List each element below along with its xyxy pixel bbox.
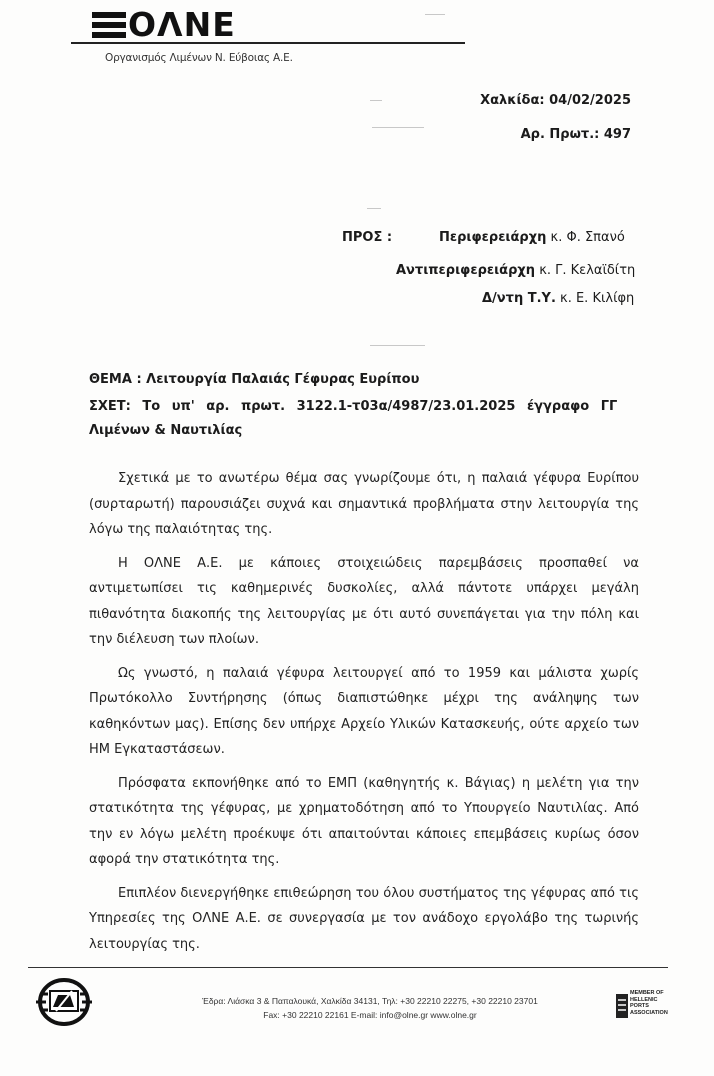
olne-logo-mark (92, 12, 126, 38)
header-divider (71, 42, 465, 44)
anchor-flag-icon (616, 994, 628, 1018)
member-badge-text (630, 990, 668, 1016)
hpa-member-badge (616, 990, 678, 1024)
footer-fax-email-web: Fax: +30 22210 22161 E-mail: info@olne.gr www.olne.gr (263, 1010, 477, 1020)
recipient-name: κ. Γ. Κελαϊδίτη (539, 263, 636, 278)
recipient-title: Δ/ντη Τ.Υ. (482, 291, 556, 306)
recipient-name: κ. Ε. Κιλίφη (560, 291, 635, 306)
body-paragraph: Επιπλέον διενεργήθηκε επιθεώρηση του όλου συστήματος της γέφυρας από τις Υπηρεσίες της ΟΛΝΕ Α.Ε. σε συνεργασία με τον ανάδοχο εργολάβο της τωρινής λειτουργίας της. (89, 885, 639, 952)
subject-line: ΘΕΜΑ : Λειτουργία Παλαιάς Γέφυρας Ευρίπου (89, 372, 420, 387)
recipient-title: Περιφερειάρχη (439, 230, 547, 245)
scan-mark (370, 345, 425, 346)
body-paragraph: Ως γνωστό, η παλαιά γέφυρα λειτουργεί από το 1959 και μάλιστα χωρίς Πρωτόκολλο Συντήρησης (όπως διαπιστώθηκε μέχρι της ανάληψης των καθηκόντων μας). Επίσης δεν υπήρχε Αρχείο Υλικών Κατασκευής, ούτε αρχείο των ΗΜ Εγκαταστάσεων. (89, 665, 639, 757)
body-paragraph: Σχετικά με το ανωτέρω θέμα σας γνωρίζουμε ότι, η παλαιά γέφυρα Ευρίπου (συρταρωτή) παρουσιάζει συχνά και σημαντικά προβλήματα στην λειτουργία της λόγω της παλαιότητας της. (89, 471, 639, 537)
footer-contact (160, 994, 580, 1022)
recipient-title: Αντιπεριφερειάρχη (396, 263, 536, 278)
protocol-number: Αρ. Πρωτ.: 497 (520, 127, 631, 142)
scan-mark (372, 127, 424, 128)
olne-emblem-icon (32, 976, 96, 1028)
member-badge-line: ASSOCIATION (630, 1009, 668, 1016)
recipient-name: κ. Φ. Σπανό (550, 230, 625, 245)
footer-divider (28, 967, 668, 968)
recipient-3 (482, 290, 634, 308)
to-label: ΠΡΟΣ : (342, 230, 393, 245)
scan-mark (370, 100, 382, 101)
scan-mark (367, 208, 381, 209)
scan-mark (425, 14, 445, 15)
olne-logo-text: ΟΛΝΕ (128, 5, 236, 44)
reference-line: ΣΧΕΤ: Το υπ' αρ. πρωτ. 3122.1-τ03α/4987/23.01.2025 έγγραφο ΓΓ (89, 399, 618, 414)
organization-name: Οργανισμός Λιμένων Ν. Εύβοιας Α.Ε. (105, 52, 293, 64)
place-date: Χαλκίδα: 04/02/2025 (480, 93, 631, 108)
member-badge-line: MEMBER OF (630, 990, 664, 996)
member-badge-line: PORTS (630, 1003, 649, 1009)
member-badge-line: HELLENIC (630, 996, 658, 1003)
footer-address: Έδρα: Λιάσκα 3 & Παπαλουκά, Χαλκίδα 34131, Τηλ: +30 22210 22275, +30 22210 23701 (202, 996, 538, 1006)
recipient-1 (439, 229, 625, 247)
body-paragraph: Η ΟΛΝΕ Α.Ε. με κάποιες στοιχειώδεις παρεμβάσεις προσπαθεί να αντιμετωπίσει τις καθημερινές δυσκολίες, αλλά πάντοτε υπάρχει μεγάλη πιθανότητα διακοπής της λειτουργίας με ότι αυτό συνεπάγεται για την πόλη και την διέλευση των πλοίων. (89, 555, 639, 647)
reference-line-continued: Λιμένων & Ναυτιλίας (89, 423, 243, 438)
body-paragraph: Πρόσφατα εκπονήθηκε από το ΕΜΠ (καθηγητής κ. Βάγιας) η μελέτη για την στατικότητα της γέφυρας, με χρηματοδότηση από το Υπουργείο Ναυτιλίας. Από την εν λόγω μελέτη προέκυψε ότι απαιτούνται κάποιες επεμβάσεις κυρίως όσον αφορά την στατικότητα της. (89, 775, 639, 867)
letter-body (89, 466, 639, 965)
recipient-2 (396, 262, 635, 280)
